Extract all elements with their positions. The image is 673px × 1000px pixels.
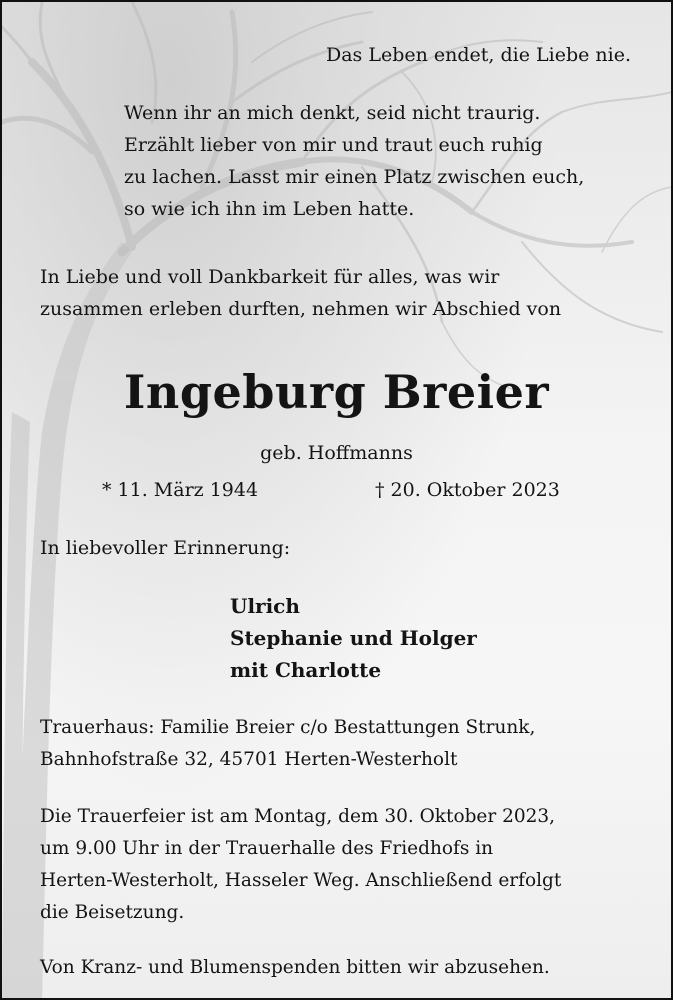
intro-line: zusammen erleben durften, nehmen wir Abschied von xyxy=(40,298,562,320)
maiden-name: geb. Hoffmanns xyxy=(260,442,413,464)
death-date: † 20. Oktober 2023 xyxy=(375,479,560,501)
deceased-name: Ingeburg Breier xyxy=(123,365,550,419)
ceremony-line: Herten-Westerholt, Hasseler Weg. Anschließend erfolgt xyxy=(40,870,562,891)
poem-line: Erzählt lieber von mir und traut euch ruhig xyxy=(124,134,543,156)
ceremony-line: um 9.00 Uhr in der Trauerhalle des Friedhofs in xyxy=(40,838,494,859)
poem-line: zu lachen. Lasst mir einen Platz zwischen euch, xyxy=(124,166,585,188)
intro-line: In Liebe und voll Dankbarkeit für alles, was wir xyxy=(40,266,500,288)
motto: Das Leben endet, die Liebe nie. xyxy=(325,44,631,66)
birth-date: * 11. März 1944 xyxy=(102,479,259,501)
relative-name: Stephanie und Holger xyxy=(230,626,477,650)
poem-line: Wenn ihr an mich denkt, seid nicht traurig. xyxy=(124,102,541,124)
relative-name: Ulrich xyxy=(230,594,300,618)
mourning-house-line: Bahnhofstraße 32, 45701 Herten-Westerholt xyxy=(40,749,458,770)
closing-note: Von Kranz- und Blumenspenden bitten wir abzusehen. xyxy=(40,957,550,978)
ceremony-line: die Beisetzung. xyxy=(40,902,185,923)
ceremony-line: Die Trauerfeier ist am Montag, dem 30. Oktober 2023, xyxy=(40,806,556,827)
poem-line: so wie ich ihn im Leben hatte. xyxy=(124,198,415,220)
remembrance-label: In liebevoller Erinnerung: xyxy=(40,537,291,559)
relative-name: mit Charlotte xyxy=(230,658,382,682)
mourning-house-line: Trauerhaus: Familie Breier c/o Bestattungen Strunk, xyxy=(40,717,536,738)
